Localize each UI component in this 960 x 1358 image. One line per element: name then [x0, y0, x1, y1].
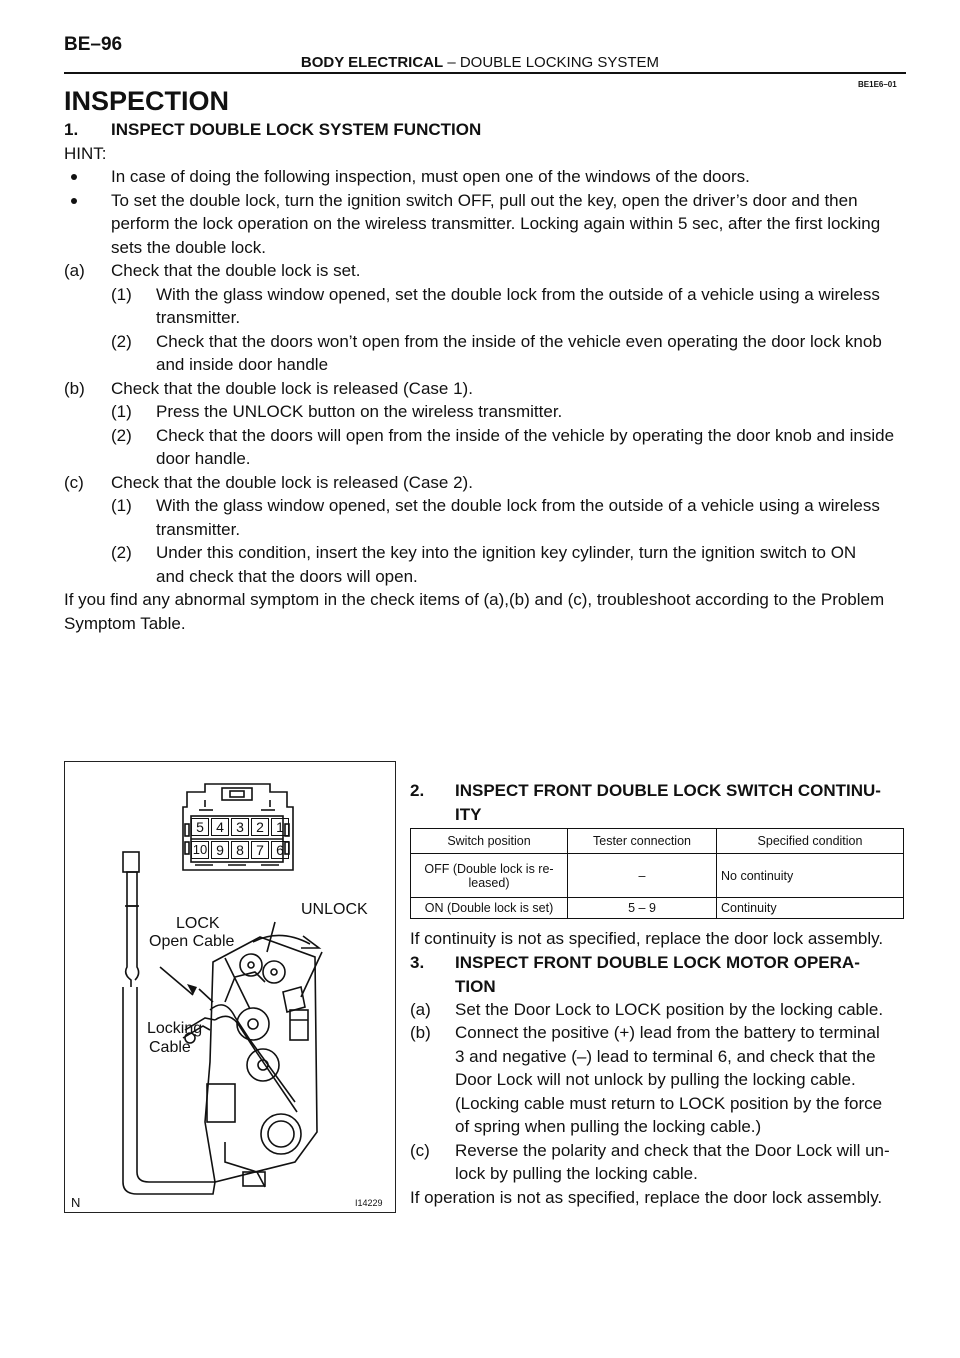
- pin-8: 8: [231, 841, 249, 859]
- step3-b-line: 3 and negative (–) lead to terminal 6, and check that the: [455, 1047, 876, 1066]
- item-a-label: (a): [64, 261, 85, 280]
- continuity-table: [410, 828, 904, 919]
- step3-heading-cont: TION: [455, 977, 496, 996]
- section-separator: –: [443, 54, 460, 71]
- step2-heading-cont: ITY: [455, 805, 482, 824]
- figure-code: I14229: [355, 1198, 383, 1208]
- document-code: BE1E6–01: [858, 80, 897, 89]
- item-c2-text: Under this condition, insert the key into the ignition key cylinder, turn the ignition switch to ON: [156, 543, 857, 562]
- step3-heading: INSPECT FRONT DOUBLE LOCK MOTOR OPERA-: [455, 953, 860, 972]
- hint-bullet-2-cont: perform the lock operation on the wireless transmitter. Locking again within 5 sec, after the first locking: [111, 214, 881, 233]
- table-row: [411, 854, 904, 898]
- pin-10: 10: [192, 842, 208, 857]
- item-a1-number: (1): [111, 285, 132, 304]
- step1-heading: INSPECT DOUBLE LOCK SYSTEM FUNCTION: [111, 120, 482, 139]
- item-b2-cont: door handle.: [156, 449, 251, 468]
- table-cell-line: leased): [468, 875, 510, 890]
- step3-b-line: of spring when pulling the locking cable.): [455, 1117, 762, 1136]
- item-b2-text: Check that the doors will open from the inside of the vehicle by operating the door knob and inside: [156, 426, 895, 445]
- hint-bullet-2: To set the double lock, turn the ignition switch OFF, pull out the key, open the driver’s door and then: [111, 191, 858, 210]
- table-cell-tester-connection: 5 – 9: [568, 898, 717, 919]
- item-b2-number: (2): [111, 426, 132, 445]
- pin-2: 2: [251, 818, 269, 836]
- item-c-text: Check that the double lock is released (Case 2).: [111, 473, 473, 492]
- cable-label: Cable: [149, 1039, 191, 1056]
- table-cell-specified-condition: Continuity: [717, 898, 904, 919]
- step3-closing: If operation is not as specified, replace the door lock assembly.: [410, 1188, 883, 1207]
- lock-label: LOCK: [176, 915, 220, 932]
- hint-bullet-2-cont: sets the double lock.: [111, 238, 266, 257]
- item-a2-number: (2): [111, 332, 132, 351]
- table-row: [411, 898, 904, 919]
- table-cell-tester-connection: –: [568, 854, 717, 898]
- page-title: INSPECTION: [64, 86, 230, 116]
- item-a2-text: Check that the doors won’t open from the inside of the vehicle even operating the door lock knob: [156, 332, 882, 351]
- item-a-text: Check that the double lock is set.: [111, 261, 361, 280]
- step1-number: 1.: [64, 120, 79, 139]
- table-header-specified-condition: Specified condition: [717, 829, 904, 854]
- pin-4: 4: [211, 818, 229, 836]
- step1-closing-line2: Symptom Table.: [64, 614, 186, 633]
- step1-closing-line1: If you find any abnormal symptom in the check items of (a),(b) and (c), troubleshoot according to the Problem: [64, 590, 885, 609]
- step3-b-line: Connect the positive (+) lead from the battery to terminal: [455, 1023, 880, 1042]
- item-c1-number: (1): [111, 496, 132, 515]
- item-a1-cont: transmitter.: [156, 308, 241, 327]
- step3-b-label: (b): [410, 1023, 431, 1042]
- item-b1-text: Press the UNLOCK button on the wireless transmitter.: [156, 402, 563, 421]
- item-c-label: (c): [64, 473, 84, 492]
- step3-number: 3.: [410, 953, 425, 972]
- bullet-dot: [71, 174, 77, 180]
- pin-1: 1: [271, 818, 289, 836]
- open-cable-label: Open Cable: [149, 933, 235, 950]
- figure-corner-letter: N: [71, 1195, 81, 1210]
- pin-5: 5: [191, 818, 209, 836]
- section-subtitle: DOUBLE LOCKING SYSTEM: [459, 54, 660, 71]
- table-cell-switch-position: ON (Double lock is set): [411, 898, 568, 919]
- header-rule: [64, 72, 906, 74]
- item-b-text: Check that the double lock is released (Case 1).: [111, 379, 473, 398]
- door-lock-figure: [64, 761, 396, 1213]
- table-cell-line: OFF (Double lock is re-: [424, 861, 554, 876]
- bullet-dot: [71, 198, 77, 204]
- step2-heading: INSPECT FRONT DOUBLE LOCK SWITCH CONTINU-: [455, 781, 881, 800]
- table-header-switch-position: Switch position: [411, 829, 568, 854]
- running-header: [0, 54, 960, 71]
- table-cell-switch-position: [411, 854, 568, 898]
- item-c1-cont: transmitter.: [156, 520, 241, 539]
- item-b-label: (b): [64, 379, 85, 398]
- step2-after-table: If continuity is not as specified, replace the door lock assembly.: [410, 929, 884, 948]
- item-a1-text: With the glass window opened, set the double lock from the outside of a vehicle using a wireless: [156, 285, 880, 304]
- table-header-tester-connection: Tester connection: [568, 829, 717, 854]
- step3-a-label: (a): [410, 1000, 431, 1019]
- connector-pins-bottom: [191, 841, 289, 859]
- item-a2-cont: and inside door handle: [156, 355, 329, 374]
- hint-bullet-1: In case of doing the following inspection, must open one of the windows of the doors.: [111, 167, 750, 186]
- step2-number: 2.: [410, 781, 425, 800]
- hint-label: HINT:: [64, 144, 107, 163]
- item-c1-text: With the glass window opened, set the double lock from the outside of a vehicle using a wireless: [156, 496, 880, 515]
- pin-7: 7: [251, 841, 269, 859]
- item-c2-cont: and check that the doors will open.: [156, 567, 418, 586]
- pin-6: 6: [271, 841, 289, 859]
- pin-3: 3: [231, 818, 249, 836]
- connector-pins-top: [191, 818, 289, 836]
- step3-c-line: lock by pulling the locking cable.: [455, 1164, 698, 1183]
- step3-c-label: (c): [410, 1141, 430, 1160]
- page-number: BE–96: [64, 34, 123, 55]
- step3-c-line: Reverse the polarity and check that the Door Lock will un-: [455, 1141, 890, 1160]
- section-title: BODY ELECTRICAL: [300, 54, 444, 71]
- step3-b-line: (Locking cable must return to LOCK position by the force: [455, 1094, 883, 1113]
- item-b1-number: (1): [111, 402, 132, 421]
- pin-9: 9: [211, 841, 229, 859]
- table-cell-specified-condition: No continuity: [717, 854, 904, 898]
- item-c2-number: (2): [111, 543, 132, 562]
- step3-b-line: Door Lock will not unlock by pulling the locking cable.: [455, 1070, 856, 1089]
- step3-a-text: Set the Door Lock to LOCK position by the locking cable.: [455, 1000, 884, 1019]
- locking-label: Locking: [147, 1020, 203, 1037]
- unlock-label: UNLOCK: [301, 901, 368, 918]
